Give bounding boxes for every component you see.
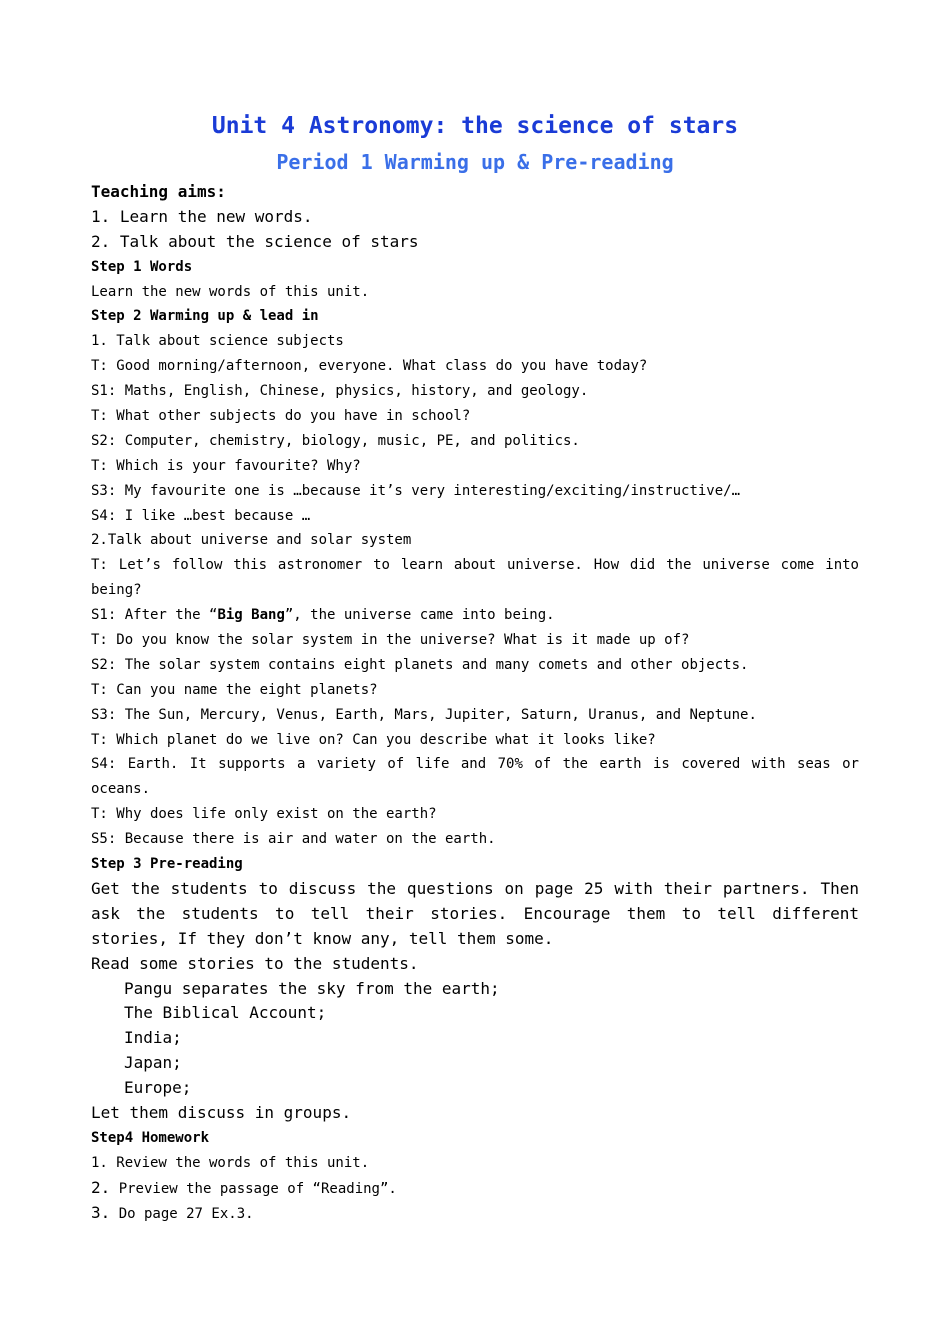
step3-paragraph: stories, If they don’t know any, tell them some.	[91, 928, 554, 948]
teaching-aims-heading: Teaching aims:	[91, 182, 226, 201]
step4-heading: Step4 Homework	[91, 1129, 210, 1146]
document-page	[91, 108, 859, 1225]
step1-heading: Step 1 Words	[91, 258, 193, 275]
dialogue-line: T: Why does life only exist on the earth?	[91, 806, 437, 823]
dialogue-line: S3: My favourite one is …because it’s very interesting/exciting/instructive/…	[91, 482, 741, 499]
dialogue-line: S1: Maths, English, Chinese, physics, history, and geology.	[91, 383, 589, 400]
step2-heading: Step 2 Warming up & lead in	[91, 308, 319, 325]
step1-text: Learn the new words of this unit.	[91, 283, 370, 300]
dialogue-line: T: Do you know the solar system in the universe? What is it made up of?	[91, 632, 690, 649]
document-subtitle: Period 1 Warming up & Pre-reading	[276, 150, 674, 174]
dialogue-line: being?	[91, 582, 142, 599]
dialogue-line: T: Which planet do we live on? Can you describe what it looks like?	[91, 731, 656, 748]
dialogue-line: T: Which is your favourite? Why?	[91, 457, 361, 474]
dialogue-text: S1: After the “	[91, 607, 218, 624]
dialogue-line: S5: Because there is air and water on the earth.	[91, 831, 496, 848]
step3-heading: Step 3 Pre-reading	[91, 856, 243, 873]
dialogue-line: T: What other subjects do you have in school?	[91, 408, 471, 425]
dialogue-line: S4: Earth. It supports a variety of life and 70% of the earth is covered with seas or	[91, 756, 859, 773]
homework-number: 2.	[91, 1177, 111, 1197]
homework-number: 3.	[91, 1202, 111, 1222]
dialogue-line: S2: Computer, chemistry, biology, music, PE, and politics.	[91, 432, 580, 449]
dialogue-line: oceans.	[91, 781, 151, 798]
story-item: India;	[124, 1028, 182, 1048]
homework-number: 1.	[91, 1154, 108, 1171]
step3-paragraph: Read some stories to the students.	[91, 953, 419, 973]
step2-subheading: 1. Talk about science subjects	[91, 333, 344, 350]
homework-text: Preview the passage of “Reading”.	[110, 1180, 397, 1197]
story-item: Pangu separates the sky from the earth;	[124, 978, 500, 998]
homework-item	[91, 1201, 859, 1226]
document-title: Unit 4 Astronomy: the science of stars	[211, 113, 739, 139]
homework-item	[91, 1151, 859, 1176]
aim-item: 2. Talk about the science of stars	[91, 231, 419, 251]
dialogue-line: T: Good morning/afternoon, everyone. What class do you have today?	[91, 358, 648, 375]
story-item: The Biblical Account;	[124, 1003, 327, 1023]
dialogue-line: T: Can you name the eight planets?	[91, 681, 378, 698]
homework-text: Review the words of this unit.	[107, 1154, 370, 1171]
step3-paragraph: Let them discuss in groups.	[91, 1102, 352, 1122]
story-item: Europe;	[124, 1078, 192, 1098]
dialogue-line: S2: The solar system contains eight planets and many comets and other objects.	[91, 656, 749, 673]
dialogue-line	[91, 603, 859, 628]
aim-item: 1. Learn the new words.	[91, 206, 313, 226]
dialogue-line: S4: I like …best because …	[91, 507, 311, 524]
dialogue-line: T: Let’s follow this astronomer to learn about universe. How did the universe come into	[91, 557, 859, 574]
homework-text: Do page 27 Ex.3.	[110, 1205, 254, 1222]
homework-item	[91, 1176, 859, 1201]
step3-paragraph: Get the students to discuss the questions on page 25 with their partners. Then	[91, 878, 859, 898]
dialogue-line: S3: The Sun, Mercury, Venus, Earth, Mars, Jupiter, Saturn, Uranus, and Neptune.	[91, 706, 757, 723]
step2-subheading: 2.Talk about universe and solar system	[91, 532, 412, 549]
step3-paragraph: ask the students to tell their stories. Encourage them to tell different	[91, 903, 859, 923]
dialogue-text: ”, the universe came into being.	[284, 607, 555, 624]
story-item: Japan;	[124, 1053, 182, 1073]
big-bang-term: Big Bang	[217, 607, 285, 624]
